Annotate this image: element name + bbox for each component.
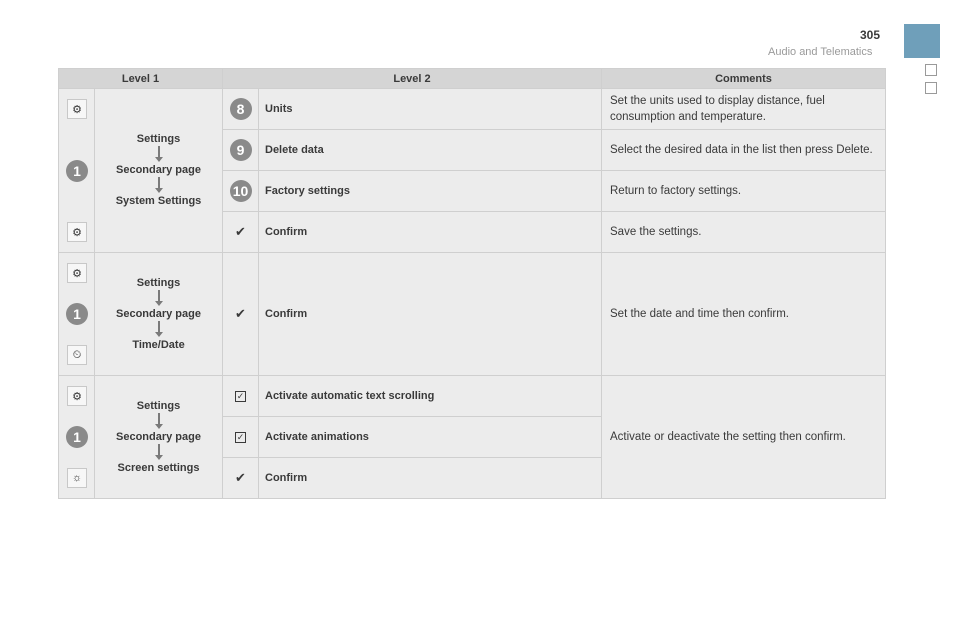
settings-table <box>58 68 886 499</box>
comment: Select the desired data in the list then press Delete. <box>602 130 886 171</box>
path-step: Secondary page <box>116 307 201 320</box>
header-level2: Level 2 <box>223 69 602 89</box>
side-box-icon <box>925 64 937 76</box>
level2-label: Units <box>259 89 602 130</box>
gear-icon: ⚙ <box>67 222 87 242</box>
gear-icon: ⚙ <box>67 99 87 119</box>
step-badge: 1 <box>66 426 88 448</box>
checkbox-icon: ✓ <box>236 432 245 442</box>
step-badge: 1 <box>66 160 88 182</box>
arrow-down-icon <box>158 177 160 189</box>
level1-path <box>95 376 223 499</box>
level2-icon-cell <box>223 130 259 171</box>
level1-path <box>95 89 223 253</box>
arrow-down-icon <box>158 413 160 425</box>
arrow-down-icon <box>158 146 160 158</box>
arrow-down-icon <box>158 321 160 333</box>
level2-label: Confirm <box>259 253 602 376</box>
path-step: Settings <box>136 399 181 412</box>
checkmark-icon: ✔ <box>235 470 246 485</box>
level1-icons <box>59 253 95 376</box>
table-header-row <box>59 69 886 89</box>
side-box-icon <box>925 82 937 94</box>
page-number: 305 <box>860 28 881 42</box>
header-level1: Level 1 <box>59 69 223 89</box>
number-9-icon: 9 <box>230 139 252 161</box>
section-color-tab <box>904 24 940 58</box>
level2-label: Confirm <box>259 212 602 253</box>
table-row <box>59 253 886 376</box>
checkbox-icon: ✓ <box>236 391 245 401</box>
level2-label: Delete data <box>259 130 602 171</box>
comment: Activate or deactivate the setting then confirm. <box>602 376 886 499</box>
table-row <box>59 89 886 130</box>
path-step: Secondary page <box>116 430 201 443</box>
level2-icon-cell <box>223 212 259 253</box>
path-step: Secondary page <box>116 164 201 176</box>
checkmark-icon: ✔ <box>235 224 246 239</box>
number-10-icon: 10 <box>230 180 252 202</box>
step-badge: 1 <box>66 303 88 325</box>
level2-label: Activate automatic text scrolling <box>259 376 602 417</box>
level2-icon-cell <box>223 417 259 458</box>
level2-label: Factory settings <box>259 171 602 212</box>
comment: Set the units used to display distance, fuel consumption and temperature. <box>602 89 886 130</box>
level2-icon-cell <box>223 376 259 417</box>
section-title: Audio and Telematics <box>768 46 873 58</box>
checkmark-icon: ✔ <box>235 306 246 321</box>
gear-icon: ⚙ <box>67 386 87 406</box>
level1-path <box>95 253 223 376</box>
gear-icon: ⚙ <box>67 263 87 283</box>
level2-icon-cell <box>223 253 259 376</box>
level2-label: Activate animations <box>259 417 602 458</box>
level2-icon-cell <box>223 458 259 499</box>
level2-icon-cell <box>223 89 259 130</box>
header-comments: Comments <box>602 69 886 89</box>
path-step: Settings <box>136 133 181 145</box>
comment: Set the date and time then confirm. <box>602 253 886 376</box>
screen-brightness-icon: ☼ <box>67 468 87 488</box>
level1-icons <box>59 376 95 499</box>
arrow-down-icon <box>158 290 160 302</box>
number-8-icon: 8 <box>230 98 252 120</box>
arrow-down-icon <box>158 444 160 456</box>
comment: Return to factory settings. <box>602 171 886 212</box>
table-row <box>59 376 886 417</box>
path-step: System Settings <box>115 195 202 207</box>
path-step: Settings <box>136 276 181 289</box>
level2-icon-cell <box>223 171 259 212</box>
calendar-clock-icon: ⏲ <box>67 345 87 365</box>
path-step: Time/Date <box>132 338 185 351</box>
path-step: Screen settings <box>117 461 200 474</box>
comment: Save the settings. <box>602 212 886 253</box>
level1-icons <box>59 89 95 253</box>
level2-label: Confirm <box>259 458 602 499</box>
